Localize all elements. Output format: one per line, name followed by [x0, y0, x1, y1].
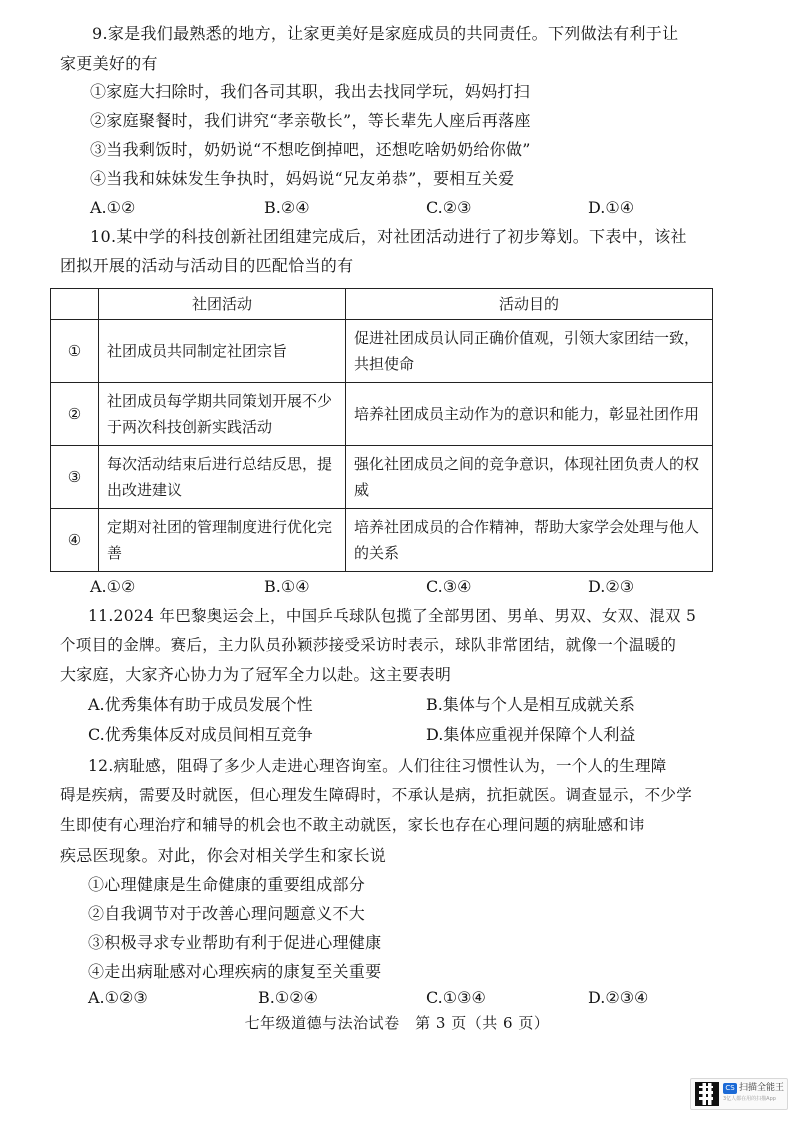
row-goal: 培养社团成员主动作为的意识和能力，彰显社团作用 — [346, 383, 713, 446]
q10-table-header-row — [51, 289, 713, 320]
q10-table-header-goal: 活动目的 — [346, 289, 713, 320]
row-goal: 培养社团成员的合作精神，帮助大家学会处理与他人的关系 — [346, 509, 713, 572]
q12-option-b: B.①②④ — [258, 988, 318, 1007]
q12-option-c: C.①③④ — [426, 988, 486, 1007]
q9-option-d: D.①④ — [588, 198, 635, 217]
row-goal: 强化社团成员之间的竞争意识，体现社团负责人的权威 — [346, 446, 713, 509]
q12-option-d: D.②③④ — [588, 988, 649, 1007]
q11-option-c: C.优秀集体反对成员间相互竞争 — [88, 725, 313, 744]
scanner-brand-name: 扫描全能王 — [739, 1083, 785, 1093]
q12-item-4: ④走出病耻感对心理疾病的康复至关重要 — [88, 962, 382, 981]
q12-stem-line3: 生即使有心理治疗和辅导的机会也不敢主动就医，家长也存在心理问题的病耻感和讳 — [60, 816, 645, 834]
row-number: ① — [51, 320, 99, 383]
q12-stem-line2: 碍是疾病，需要及时就医，但心理发生障碍时，不承认是病，抗拒就医。调查显示，不少学 — [60, 786, 693, 804]
q9-item-4: ④当我和妹妹发生争执时，妈妈说“兄友弟恭”，要相互关爱 — [90, 169, 515, 188]
q10-option-c: C.③④ — [426, 577, 472, 596]
camscanner-logo: CS — [723, 1083, 737, 1094]
row-goal: 促进社团成员认同正确价值观，引领大家团结一致，共担使命 — [346, 320, 713, 383]
row-number: ③ — [51, 446, 99, 509]
q11-option-b: B.集体与个人是相互成就关系 — [426, 695, 635, 714]
row-activity: 社团成员每学期共同策划开展不少于两次科技创新实践活动 — [99, 383, 346, 446]
q12-item-3: ③积极寻求专业帮助有利于促进心理健康 — [88, 933, 382, 952]
row-number: ② — [51, 383, 99, 446]
q12-item-1: ①心理健康是生命健康的重要组成部分 — [88, 875, 366, 894]
q10-option-b: B.①④ — [264, 577, 310, 596]
page-footer: 七年级道德与法治试卷 第 3 页（共 6 页） — [244, 1014, 550, 1032]
q10-table-header-activity: 社团活动 — [99, 289, 346, 320]
table-row — [51, 320, 713, 383]
q9-item-3: ③当我剩饭时，奶奶说“不想吃倒掉吧，还想吃啥奶奶给你做” — [90, 140, 531, 159]
row-number: ④ — [51, 509, 99, 572]
q9-option-b: B.②④ — [264, 198, 310, 217]
table-row — [51, 509, 713, 572]
q9-stem-line1: 9.家是我们最熟悉的地方，让家更美好是家庭成员的共同责任。下列做法有利于让 — [92, 24, 679, 43]
row-activity: 社团成员共同制定社团宗旨 — [99, 320, 346, 383]
q12-stem-line4: 疾忌医现象。对此，你会对相关学生和家长说 — [60, 846, 387, 865]
q11-option-d: D.集体应重视并保障个人利益 — [426, 725, 636, 744]
scanner-watermark — [690, 1078, 788, 1110]
row-activity: 每次活动结束后进行总结反思，提出改进建议 — [99, 446, 346, 509]
q10-stem-line1: 10.某中学的科技创新社团组建完成后，对社团活动进行了初步筹划。下表中，该社 — [90, 227, 687, 246]
q9-option-c: C.②③ — [426, 198, 472, 217]
q12-item-2: ②自我调节对于改善心理问题意义不大 — [88, 904, 366, 923]
q9-item-1: ①家庭大扫除时，我们各司其职，我出去找同学玩，妈妈打扫 — [90, 82, 531, 101]
q10-table — [50, 288, 713, 572]
table-row — [51, 446, 713, 509]
q10-stem-line2: 团拟开展的活动与活动目的匹配恰当的有 — [60, 256, 354, 275]
q11-option-a: A.优秀集体有助于成员发展个性 — [88, 695, 313, 714]
q12-option-a: A.①②③ — [88, 988, 148, 1007]
q9-stem-line2: 家更美好的有 — [60, 54, 158, 73]
table-row — [51, 383, 713, 446]
qr-code-icon — [695, 1082, 719, 1106]
q11-stem-line2: 个项目的金牌。赛后，主力队员孙颖莎接受采访时表示，球队非常团结，就像一个温暖的 — [60, 636, 677, 654]
q11-stem-line1: 11.2024 年巴黎奥运会上，中国乒乓球队包揽了全部男团、男单、男双、女双、混双 5 — [88, 607, 697, 625]
q11-stem-line3: 大家庭，大家齐心协力为了冠军全力以赴。这主要表明 — [60, 665, 452, 684]
q10-option-d: D.②③ — [588, 577, 635, 596]
row-activity: 定期对社团的管理制度进行优化完善 — [99, 509, 346, 572]
q9-item-2: ②家庭聚餐时，我们讲究“孝亲敬长”，等长辈先人座后再落座 — [90, 111, 531, 130]
scanner-tagline: 3亿人都在用的扫描App — [723, 1096, 776, 1102]
q9-option-a: A.①② — [90, 198, 136, 217]
q10-option-a: A.①② — [90, 577, 136, 596]
q10-table-header-blank — [51, 289, 99, 320]
q12-stem-line1: 12.病耻感，阻碍了多少人走进心理咨询室。人们往往习惯性认为，一个人的生理障 — [88, 757, 667, 775]
